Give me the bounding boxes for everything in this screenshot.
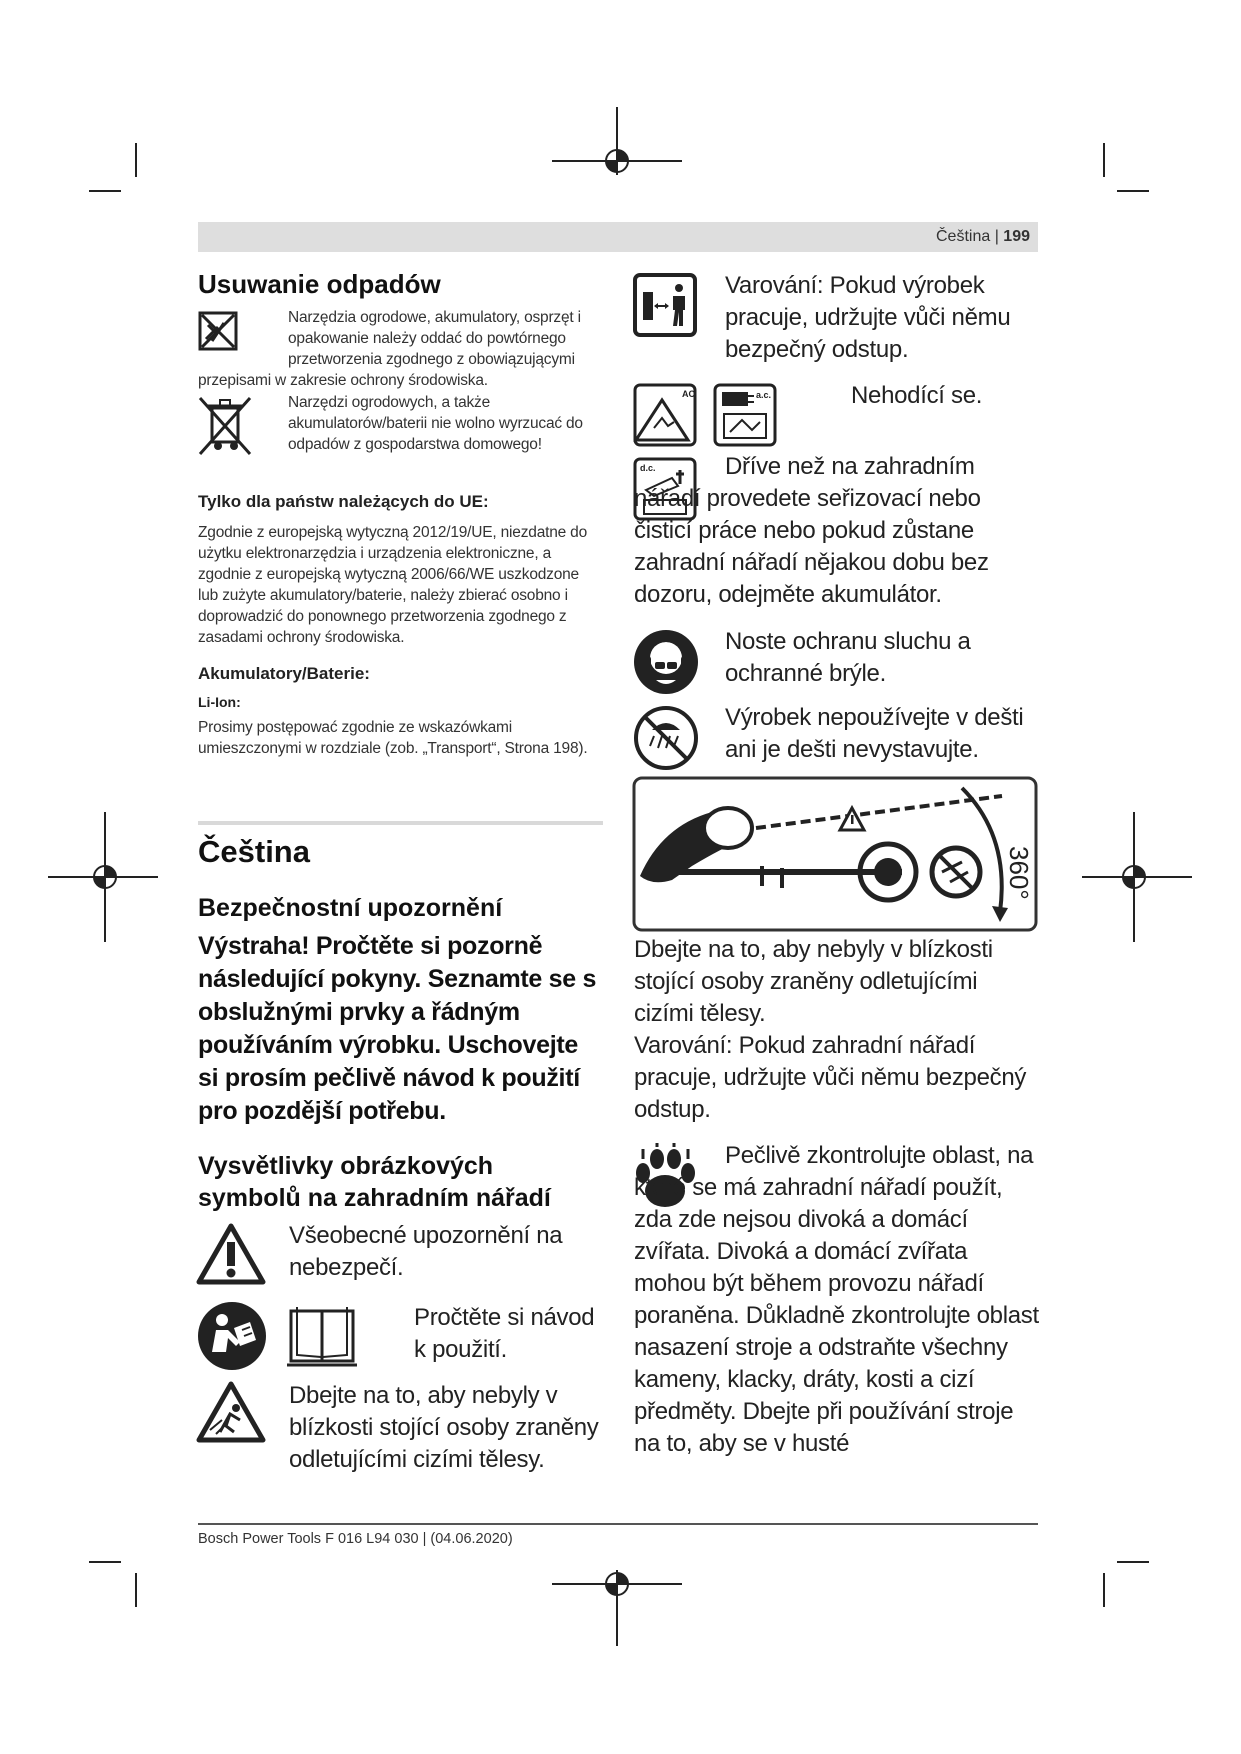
crop-mark — [89, 190, 121, 192]
liion-text: Prosimy postępować zgodnie ze wskazówkami umieszczonymi w rozdziale (zob. „Transport“, Strona 198). — [198, 719, 588, 757]
read-manual-icon — [196, 1300, 268, 1372]
ac2-label: a.c. — [756, 390, 772, 400]
crop-mark — [89, 1561, 121, 1563]
waste-paragraph-2: Narzędzi ogrodowych, a także akumulatorów/baterii nie wolno wyrzucać do odpadów z gospodarstwa domowego! — [288, 394, 583, 453]
crop-mark — [135, 1573, 137, 1607]
rotation-label: 360° — [1004, 846, 1034, 900]
footer-text: Bosch Power Tools F 016 L94 030 | (04.06.2020) — [198, 1531, 513, 1547]
distance-warning-2: Varování: Pokud zahradní nářadí pracuje, udržujte vůči němu bezpečný odstup. — [634, 1032, 1027, 1123]
crop-mark — [1117, 1561, 1149, 1563]
symbol-not-applicable: Nehodící se. — [851, 382, 983, 409]
footer-rule — [198, 1523, 1038, 1525]
czech-section-title: Čeština — [198, 834, 310, 869]
crossed-tools-icon — [198, 311, 238, 351]
symbol-ear-eye-protection: Noste ochranu sluchu a ochranné brýle. — [725, 628, 971, 687]
flying-debris-icon — [196, 1380, 266, 1444]
bystanders-warning: Dbejte na to, aby nebyly v blízkosti stojící osoby zraněny odletujícími cizími tělesy. — [634, 936, 993, 1027]
waste-paragraph-1-rest: przepisami w zakresie ochrony środowiska. — [198, 372, 488, 389]
registration-mark-bottom — [552, 1570, 682, 1646]
section-divider — [198, 821, 603, 825]
ac-warning-icon — [632, 382, 698, 448]
header-label: Čeština | 199 — [936, 228, 1030, 245]
registration-mark-left — [48, 812, 158, 942]
ac-plug-manual-icon — [712, 382, 778, 448]
crossed-bin-icon — [196, 394, 254, 458]
crop-mark — [135, 143, 137, 177]
dc-label: d.c. — [640, 463, 656, 473]
ear-eye-protection-icon — [632, 628, 700, 696]
crop-mark — [1103, 1573, 1105, 1607]
warning-triangle-icon — [196, 1222, 266, 1286]
eu-text: Zgodnie z europejską wytyczną 2012/19/UE, niezdatne do użytku elektronarzędzia i urządzenia elektroniczne, a zgodnie z europejską wytyczną 2006/66/WE uszkodzone lub zużyte akumulatory/baterie, należy zbierać osobno i doprowadzić do ponownego przetworzenia zgodnego z zasadami ochrony środowiska. — [198, 524, 588, 646]
symbol-remove-battery: Dříve než na zahradním nářadí provedete seřizovací nebo čisticí práce nebo pokud zůstane zahradní nářadí nějakou dobu bez dozoru, odejměte akumulátor. — [634, 453, 989, 608]
symbol-flying-debris: Dbejte na to, aby nebyly v blízkosti stojící osoby zraněny odletujícími cizími tělesy. — [289, 1382, 599, 1473]
ac-label: AC — [682, 389, 695, 399]
symbols-title: Vysvětlivky obrázkových symbolů na zahradním nářadí — [198, 1152, 551, 1212]
crop-mark — [1117, 190, 1149, 192]
crop-mark — [1103, 143, 1105, 177]
manual-book-icon — [285, 1303, 359, 1367]
waste-title: Usuwanie odpadów — [198, 269, 441, 299]
registration-mark-top — [552, 107, 682, 175]
liion-title: Li-Ion: — [198, 694, 241, 710]
eu-title: Tylko dla państw należących do UE: — [198, 492, 489, 511]
page-number: 199 — [1003, 228, 1030, 245]
waste-paragraph-1: Narzędzia ogrodowe, akumulatory, osprzęt i opakowanie należy oddać do powtórnego przetworzenia zgodnego z obowiązującymi — [288, 309, 581, 368]
safety-title: Bezpečnostní upozornění — [198, 894, 503, 922]
registration-mark-right — [1082, 812, 1192, 942]
symbol-general-warning: Všeobecné upozornění na nebezpečí. — [289, 1222, 563, 1281]
symbol-read-manual: Pročtěte si návod k použití. — [414, 1304, 595, 1363]
no-rain-icon — [632, 704, 700, 772]
warning-text: Výstraha! Pročtěte si pozorně následující pokyny. Seznamte se s obslužnými prvky a řádným používáním výrobku. Uschovejte si prosím pečlivě návod k použití pro pozdější potřebu. — [198, 932, 597, 1125]
page-header — [198, 222, 1038, 252]
header-language: Čeština — [936, 228, 991, 245]
symbol-safe-distance: Varování: Pokud výrobek pracuje, udržujte vůči němu bezpečný odstup. — [725, 272, 1011, 363]
animals-warning: Pečlivě zkontrolujte oblast, na které se má zahradní nářadí použít, zda zde nejsou divoká a domácí zvířata. Divoká a domácí zvířata mohou být během provozu nářadí poraněna. Důkladně zkontrolujte oblast nasazení stroje a odstraňte všechny kameny, klacky, dráty, kosti a cizí předměty. Dbejte při používání stroje na to, aby se v husté — [634, 1142, 1039, 1457]
batteries-title: Akumulatory/Baterie: — [198, 664, 370, 683]
symbol-no-rain: Výrobek nepoužívejte v dešti ani je dešti nevystavujte. — [725, 704, 1024, 763]
trimmer-rotation-diagram — [632, 776, 1038, 932]
safe-distance-icon — [632, 272, 698, 338]
